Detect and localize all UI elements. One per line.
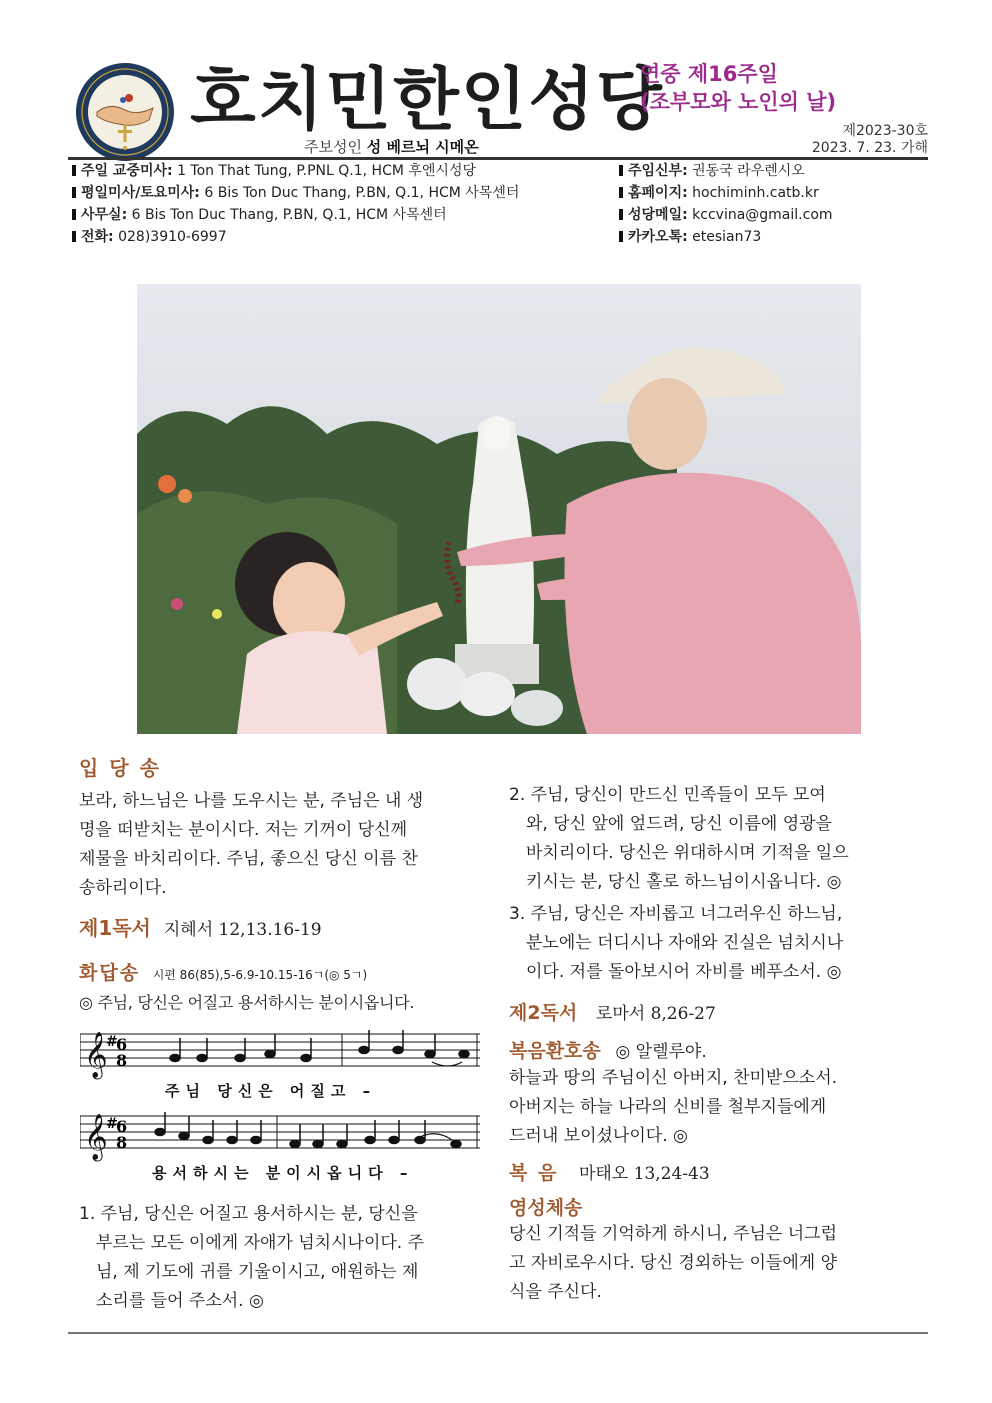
parish-logo [75, 62, 175, 162]
gospel-heading [509, 1158, 710, 1185]
cover-photo [137, 284, 861, 734]
svg-text:6: 6 [116, 1035, 128, 1054]
issue-date: 2023. 7. 23. 가해 [811, 140, 928, 156]
music-staff-1 [80, 1024, 480, 1084]
entrance-antiphon-text: 보라, 하느님은 나를 도우시는 분, 주님은 내 생 명을 떠받치는 분이시다. 저는 기꺼이 당신께 제물을 바치리이다. 주님, 좋으신 당신 이름 찬 송하리이다. [79, 791, 424, 898]
entrance-antiphon-heading: 입 당 송 [79, 756, 161, 780]
psalm-verse-1: 1. 주님, 당신은 어질고 용서하시는 분, 당신을 부르는 모든 이에게 자애가 넘치시나이다. 주 님, 제 기도에 귀를 기울이시고, 애원하는 제 소리를 들어 주소서. ◎ [79, 1204, 425, 1311]
info-office: 사무실: 6 Bis Ton Duc Thang, P.BN, Q.1, HCM 사목센터 [72, 205, 447, 225]
info-kakao: 카카오톡: etesian73 [619, 227, 761, 247]
patron-name: 성 베르뇌 시메온 [366, 138, 479, 156]
svg-text:8: 8 [116, 1051, 128, 1070]
patron-saint [304, 136, 479, 157]
psalm-verse-3: 3. 주님, 당신은 자비롭고 너그러우신 하느님, 분노에는 더디시나 자애와 진실은 넘치시나 이다. 저를 돌아보시어 자비를 베푸소서. ◎ [509, 904, 844, 982]
issue-number: 제2023-30호 [842, 123, 928, 139]
psalm-response: ◎ 주님, 당신은 어질고 용서하시는 분이시옵니다. [79, 993, 415, 1012]
svg-text:𝄞: 𝄞 [84, 1114, 108, 1160]
info-homepage: 홈페이지: hochiminh.catb.kr [619, 183, 819, 203]
liturgical-sunday-subtitle: (조부모와 노인의 날) [640, 90, 837, 114]
liturgical-sunday: 연중 제16주일 [640, 62, 778, 86]
footer-divider [68, 1332, 928, 1334]
info-phone: 전화: 028)3910-6997 [72, 227, 227, 247]
info-weekday-mass: 평일미사/토요미사: 6 Bis Ton Duc Thang, P.BN, Q.1, HCM 사목센터 [72, 183, 519, 203]
svg-text:#: # [106, 1116, 118, 1132]
second-reading-heading [509, 998, 716, 1025]
second-reading-ref: 로마서 8,26-27 [595, 1004, 716, 1024]
first-reading-ref: 지혜서 12,13.16-19 [163, 920, 322, 940]
gospel-title: 복 음 [509, 1162, 559, 1184]
svg-text:8: 8 [116, 1133, 128, 1152]
svg-text:#: # [106, 1034, 118, 1050]
header-divider [68, 157, 928, 160]
gospel-acclamation-heading [509, 1036, 707, 1063]
first-reading-heading [79, 912, 322, 941]
gospel-acclamation-text: 하늘과 땅의 주님이신 아버지, 찬미받으소서. 아버지는 하늘 나라의 신비를 철부지들에게 드러내 보이셨나이다. ◎ [509, 1068, 838, 1146]
second-reading-title: 제2독서 [509, 1002, 578, 1024]
communion-antiphon-text: 당신 기적들 기억하게 하시니, 주님은 너그럽 고 자비로우시다. 당신 경외하는 이들에게 양 식을 주신다. [509, 1224, 838, 1302]
svg-text:𝄞: 𝄞 [84, 1032, 108, 1078]
gospel-acclamation-title: 복음환호송 [509, 1040, 601, 1062]
communion-antiphon-heading: 영성체송 [509, 1197, 583, 1219]
info-sunday-mass: 주일 교중미사: 1 Ton That Tung, P.PNL Q.1, HCM 후엔시성당 [72, 161, 476, 181]
music-staff-2 [80, 1106, 480, 1166]
gospel-acclamation-ref: ◎ 알렐루야. [615, 1042, 707, 1062]
first-reading-title: 제1독서 [79, 916, 151, 940]
page-title: 호치민한인성당 [190, 60, 664, 140]
svg-text:6: 6 [116, 1117, 128, 1136]
info-email: 성당메일: kccvina@gmail.com [619, 205, 833, 225]
psalm-ref: 시편 86(85),5-6.9-10.15-16ㄱ(◎ 5ㄱ) [152, 968, 368, 982]
patron-label: 주보성인 [304, 138, 362, 156]
psalm-verse-2: 2. 주님, 당신이 만드신 민족들이 모두 모여 와, 당신 앞에 엎드려, 당신 이름에 영광을 바치리이다. 당신은 위대하시며 기적을 일으 키시는 분, 당신 홀로 하느님이시옵니다. ◎ [509, 785, 849, 892]
psalm-title: 화답송 [79, 962, 141, 984]
music-lyric-1: 주님 당신은 어질고 – [165, 1082, 377, 1100]
info-pastor: 주임신부: 권동국 라우렌시오 [619, 161, 805, 181]
music-lyric-2: 용서하시는 분이시옵니다 – [152, 1164, 414, 1182]
gospel-ref: 마태오 13,24-43 [578, 1164, 710, 1184]
psalm-heading [79, 958, 367, 985]
